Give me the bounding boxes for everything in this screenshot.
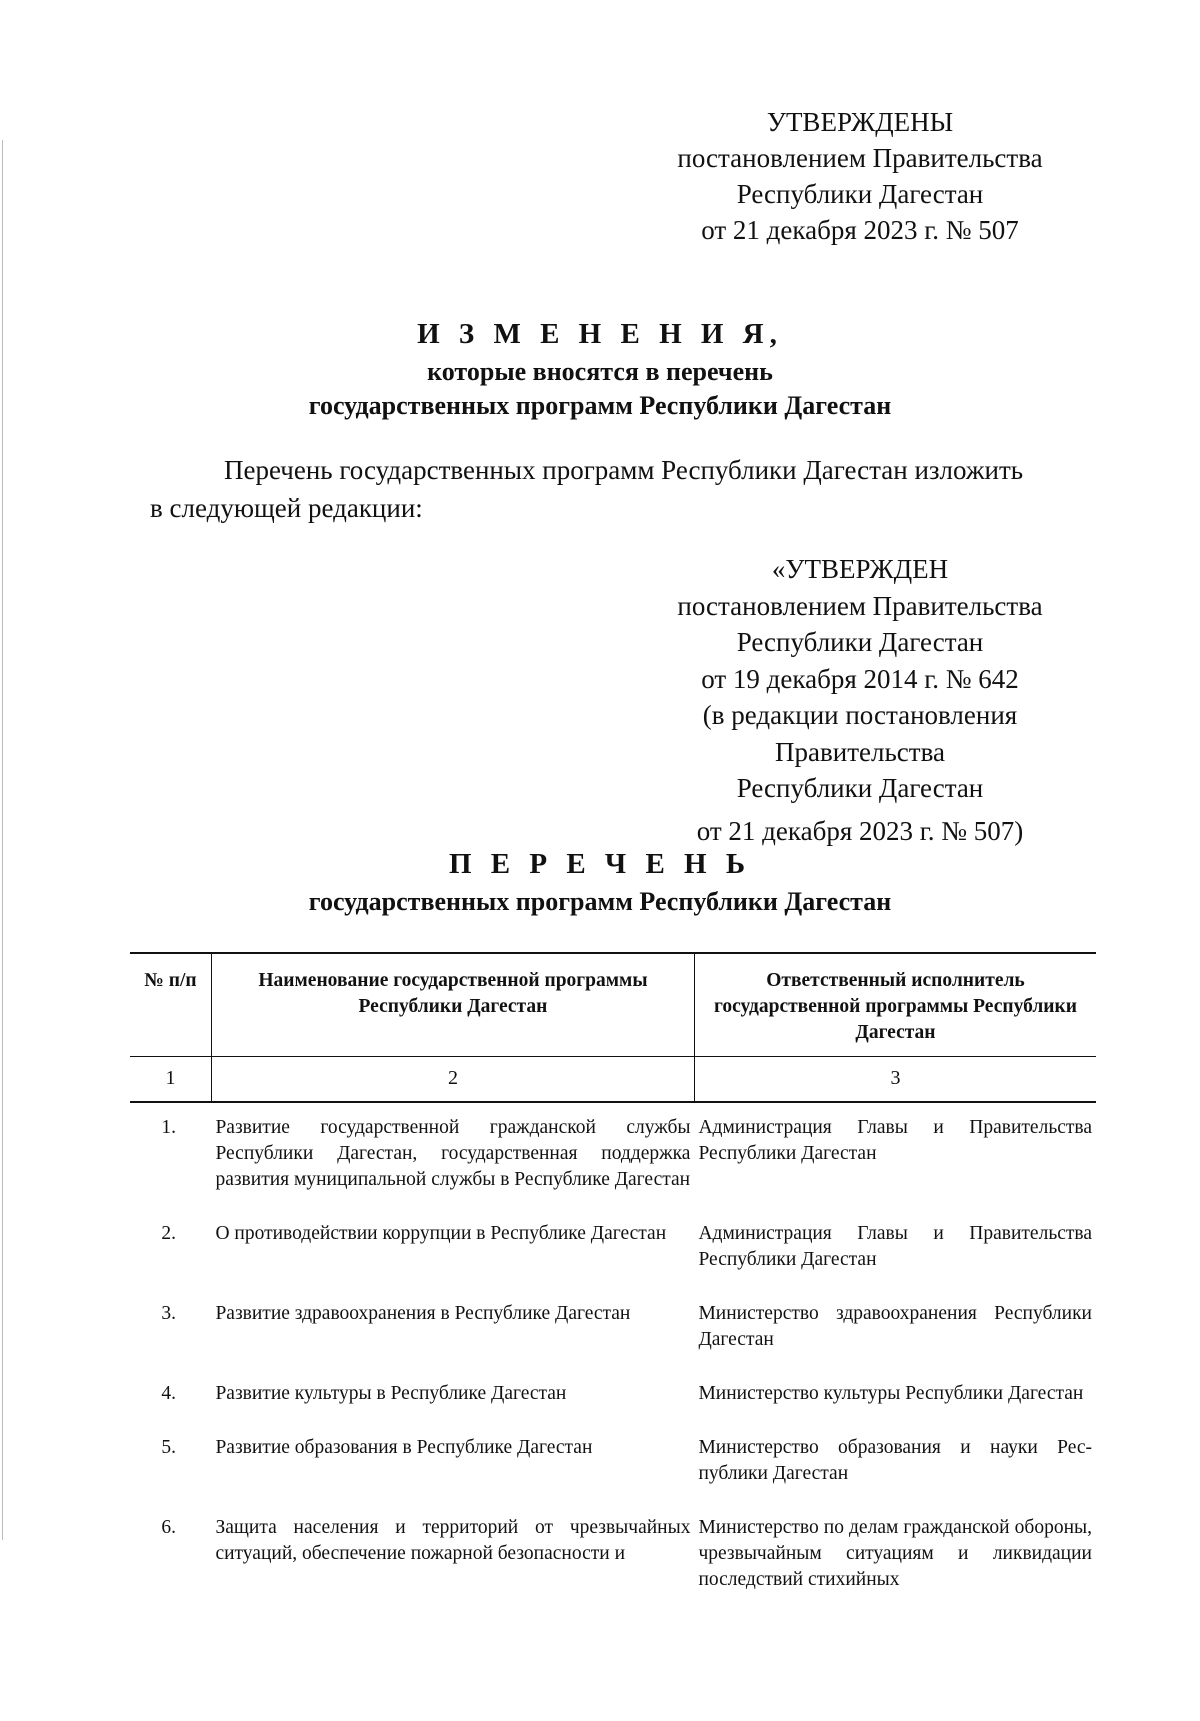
approval-line-1: УТВЕРЖДЕНЫ [766,107,954,137]
table-row [130,1503,1096,1609]
column-number-3: 3 [694,1057,1096,1103]
programs-table [130,952,1096,1609]
approval-line-2: постановлением Правительства [677,143,1043,173]
row-number: 4. [161,1383,177,1404]
approval2-line-7: Республики Дагестан [736,773,984,803]
program-name: Защита населения и территорий от чрезвычайных ситуаций, обеспечение пожарной безопасности и [215,1517,691,1564]
column-number-1: 1 [130,1057,211,1103]
column-number-2: 2 [211,1057,694,1103]
responsible-executor: Министерство по делам гражданской обороны, чрезвычайным ситуациям и ликвидации последствий стихийных [698,1517,1092,1590]
approval-line-3: Республики Дагестан [736,179,984,209]
header-resp: Ответственный исполнитель государственной программы Республики Дагестан [694,953,1096,1057]
approval2-line-5: (в редакции постановления [702,700,1018,730]
program-name: Развитие образования в Республике Дагестан [215,1437,593,1458]
approval-block-2 [640,551,1080,849]
approval2-line-4: от 19 декабря 2014 г. № 642 [701,663,1019,694]
approval2-line-6: Правительства [775,736,945,767]
row-number: 2. [161,1223,177,1244]
table-row [130,1102,1096,1209]
responsible-executor: Администрация Главы и Правительства Республики Дагестан [698,1117,1092,1164]
row-number: 6. [161,1517,177,1538]
table-row [130,1423,1096,1503]
table-row [130,1369,1096,1423]
table-header-row [130,953,1096,1057]
approval2-line-1: «УТВЕРЖДЕН [771,554,949,584]
approval2-line-2: постановлением Правительства [677,590,1043,621]
responsible-executor: Администрация Главы и Правительства Республики Дагестан [698,1223,1092,1270]
list-title: П Е Р Е Ч Е Н Ь [448,848,752,880]
responsible-executor: Министерство здравоохранения Республики Дагестан [698,1303,1092,1350]
row-number: 3. [161,1303,177,1324]
header-name: Наименование государственной программы Республики Дагестан [211,953,694,1057]
row-number: 5. [161,1437,177,1458]
program-name: Развитие культуры в Республике Дагестан [215,1383,567,1404]
program-name: Развитие здравоохранения в Республике Дагестан [215,1303,631,1324]
document-subtitle-2: государственных программ Республики Дагестан [308,391,892,420]
row-number: 1. [161,1117,177,1138]
table-row [130,1209,1096,1289]
table-column-numbers-row [130,1057,1096,1103]
program-name: О противодействии коррупции в Республике Дагестан [215,1223,667,1244]
approval-line-4: от 21 декабря 2023 г. № 507 [701,215,1019,245]
responsible-executor: Министерство образования и науки Республики Дагестан [698,1437,1092,1484]
intro-line-2: в следующей редакции: [150,493,423,523]
approval2-line-3: Республики Дагестан [736,627,984,657]
intro-line-1: Перечень государственных программ Республики Дагестан изложить [224,455,1024,485]
list-subtitle: государственных программ Республики Дагестан [308,887,892,916]
document-subtitle-1: которые вносятся в перечень [427,357,773,386]
approval-block [640,104,1080,248]
table-row [130,1289,1096,1369]
responsible-executor: Министерство культуры Республики Дагестан [698,1383,1084,1404]
approval2-line-8: от 21 декабря 2023 г. № 507) [696,815,1024,846]
program-name: Развитие государственной гражданской службы Республики Дагестан, государственная поддержка развития муниципальной службы в Республике Дагестан [215,1117,691,1190]
header-num: № п/п [130,953,211,1057]
document-title: И З М Е Н Е Н И Я, [417,318,783,350]
